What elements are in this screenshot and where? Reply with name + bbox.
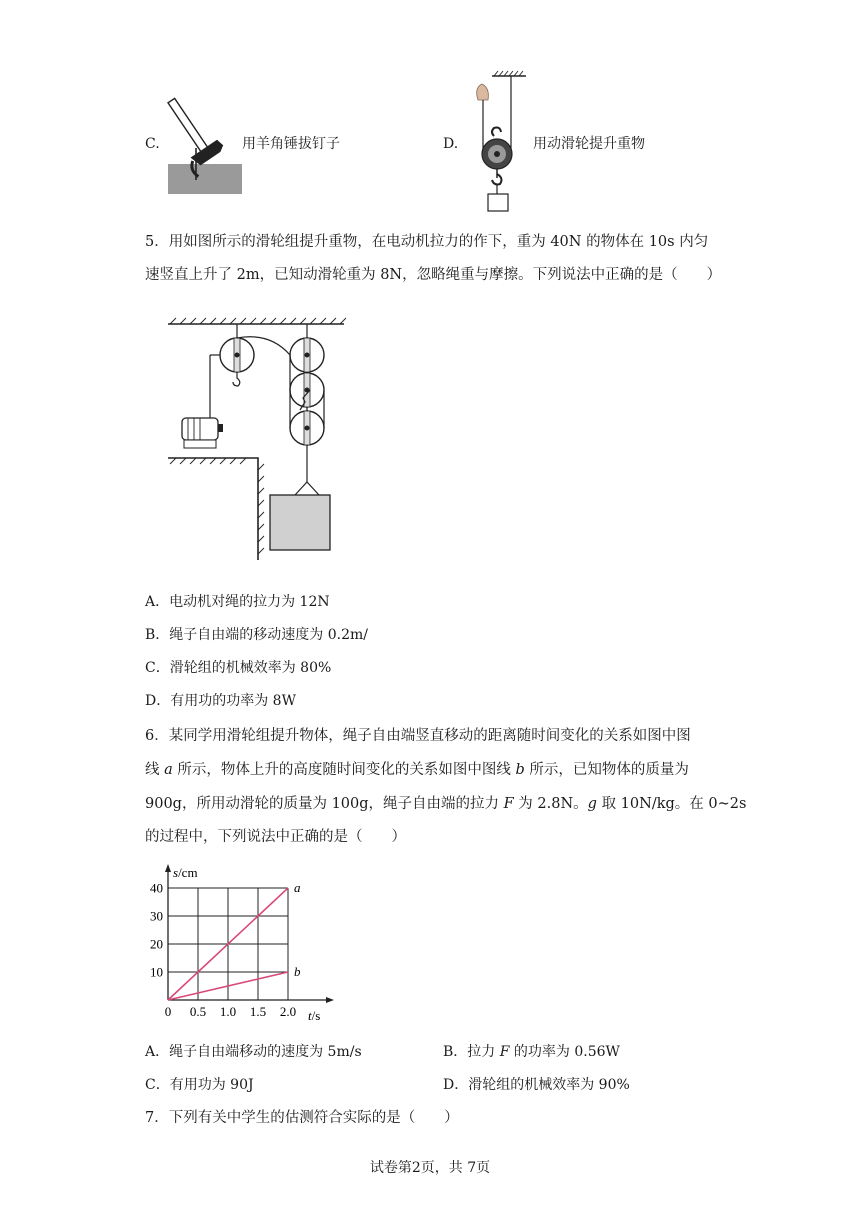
series-label-a: a [294, 880, 301, 895]
q6-option-c: C．有用功为 90J [145, 1077, 254, 1093]
distance-time-chart [140, 864, 340, 1028]
y-tick-label: 30 [150, 908, 163, 924]
hand-icon [477, 84, 489, 100]
ceiling-hatch [170, 318, 346, 324]
q5-option-c: C．滑轮组的机械效率为 80% [145, 660, 332, 676]
q6-option-d: D．滑轮组的机械效率为 90% [443, 1077, 630, 1093]
q6-option-a: A．绳子自由端移动的速度为 5m/s [145, 1044, 362, 1060]
series-label-b: b [294, 964, 301, 979]
page-footer: 试卷第2页，共 7页 [369, 1160, 491, 1176]
q5-option-b: B．绳子自由端的移动速度为 0.2m/ [145, 627, 368, 643]
x-tick-label: 0 [164, 1004, 172, 1019]
y-axis-arrow [165, 864, 171, 872]
x-tick-label: 1.5 [249, 1004, 267, 1019]
movable-pulley-figure [468, 70, 528, 214]
q5-stem-line2: 速竖直上升了 2m，已知动滑轮重为 8N，忽略绳重与摩擦。下列说法中正确的是（ ） [145, 267, 722, 283]
q5-stem-line1: 5．用如图所示的滑轮组提升重物，在电动机拉力的作下，重为 40N 的物体在 10s 内匀 [145, 234, 709, 250]
q6-stem-line2: 线 a 所示，物体上升的高度随时间变化的关系如图中图线 b 所示，已知物体的质量为 [145, 762, 689, 778]
option-d-text: 用动滑轮提升重物 [533, 136, 645, 152]
wood-block [168, 164, 242, 194]
y-tick-label: 10 [150, 964, 163, 980]
y-axis-label: s/cm [173, 865, 198, 880]
q6-option-b: B．拉力 F 的功率为 0.56W [443, 1044, 620, 1060]
q6-stem-line4: 的过程中，下列说法中正确的是（ ） [145, 829, 406, 845]
x-tick-label: 2.0 [279, 1004, 297, 1019]
option-d-letter: D. [443, 136, 459, 152]
y-tick-label: 40 [150, 880, 163, 896]
x-axis-arrow [326, 997, 334, 1003]
option-c-text: 用羊角锤拔钉子 [242, 136, 340, 152]
hook-top [492, 128, 501, 137]
x-tick-label: 0.5 [189, 1004, 207, 1019]
q6-stem-line3: 900g，所用动滑轮的质量为 100g，绳子自由端的拉力 F 为 2.8N。g 取 10N/kg。在 0~2s [145, 796, 747, 812]
heavy-box [270, 495, 330, 550]
x-axis-label: t/s [308, 1008, 321, 1023]
q5-option-d: D．有用功的功率为 8W [145, 693, 296, 709]
x-tick-label: 1.0 [219, 1004, 237, 1019]
q6-stem-line1: 6．某同学用滑轮组提升物体，绳子自由端竖直移动的距离随时间变化的关系如图中图 [145, 728, 691, 744]
q5-option-a: A．电动机对绳的拉力为 12N [145, 594, 330, 610]
q7-stem: 7．下列有关中学生的估测符合实际的是（ ） [145, 1110, 459, 1126]
option-c-letter: C. [145, 136, 160, 152]
hammer-pulling-nail-figure [160, 88, 250, 196]
y-tick-label: 20 [150, 936, 163, 952]
chart-axes [165, 864, 334, 1003]
ledge-hatch [170, 458, 264, 554]
wall-ledge [168, 458, 258, 560]
weight-box [488, 194, 508, 211]
pulley-system-figure [160, 310, 350, 562]
